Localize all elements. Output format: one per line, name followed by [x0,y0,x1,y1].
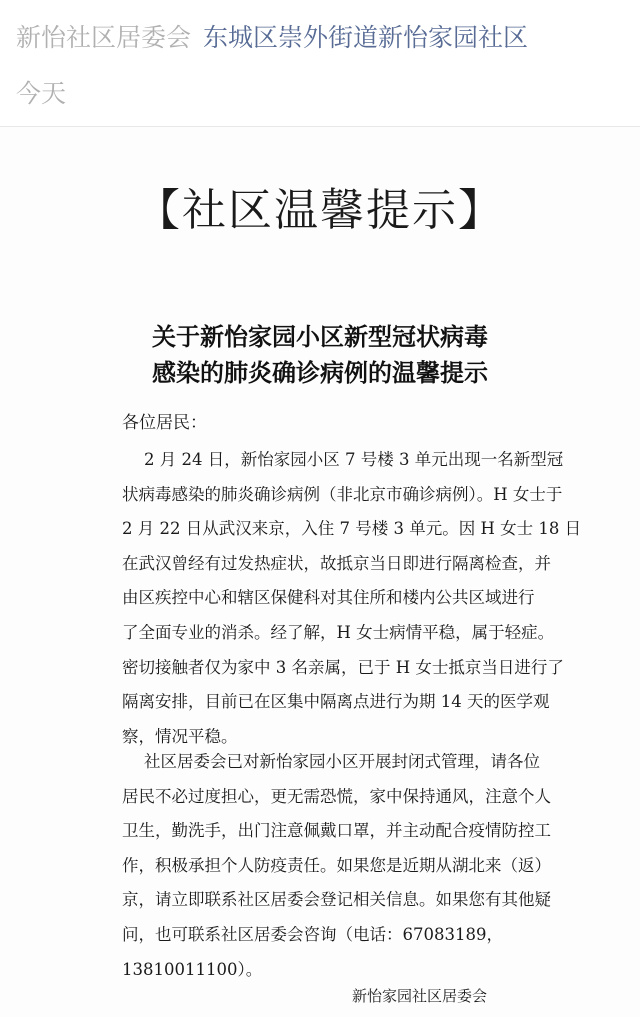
paragraph-line: 状病毒感染的肺炎确诊病例（非北京市确诊病例）。H 女士于 [122,484,563,504]
paragraph-line: 卫生，勤洗手，出门注意佩戴口罩，并主动配合疫情防控工 [122,821,551,841]
account-name[interactable]: 新怡社区居委会 [16,23,192,52]
paragraph-line: 密切接触者仅为家中 3 名亲属，已于 H 女士抵京当日进行了 [122,657,564,677]
paragraph-line: 察，情况平稳。 [122,726,238,746]
paragraph-line: 由区疾控中心和辖区保健科对其住所和楼内公共区域进行 [122,588,535,608]
notice-image [0,126,640,1017]
paragraph-line: 13810011100）。 [122,959,263,979]
notice-title-line: 感染的肺炎确诊病例的温馨提示 [152,358,488,387]
notice-greeting: 各位居民： [122,413,207,433]
notice-signature: 新怡家园社区居委会 [352,987,488,1005]
notice-title [0,319,640,391]
notice-paragraph-1 [122,443,592,754]
paragraph-line: 京，请立即联系社区居委会登记相关信息。如果您有其他疑 [122,890,551,910]
paragraph-line: 了全面专业的消杀。经了解，H 女士病情平稳，属于轻症。 [122,622,555,642]
notice-banner: 【社区温馨提示】 [136,185,504,236]
paragraph-line: 社区居委会已对新怡家园小区开展封闭式管理，请各位 [144,752,540,771]
paragraph-line: 隔离安排，目前已在区集中隔离点进行为期 14 天的医学观 [122,692,550,712]
article-meta [16,20,636,56]
paragraph-line: 问，也可联系社区居委会咨询（电话：67083189， [122,924,503,944]
source-link[interactable]: 东城区崇外街道新怡家园社区 [203,23,529,52]
paragraph-line: 2 月 24 日，新怡家园小区 7 号楼 3 单元出现一名新型冠 [144,450,564,469]
notice-paragraph-2 [122,745,592,987]
paragraph-line: 居民不必过度担心，更无需恐慌，家中保持通风，注意个人 [122,786,551,806]
paragraph-line: 在武汉曾经有过发热症状，故抵京当日即进行隔离检查，并 [122,553,551,573]
paragraph-line: 作，积极承担个人防疫责任。如果您是近期从湖北来（返） [122,855,551,875]
publish-date: 今天 [16,79,67,108]
notice-title-line: 关于新怡家园小区新型冠状病毒 [152,322,488,351]
paragraph-line: 2 月 22 日从武汉来京，入住 7 号楼 3 单元。因 H 女士 18 日 [122,519,582,539]
